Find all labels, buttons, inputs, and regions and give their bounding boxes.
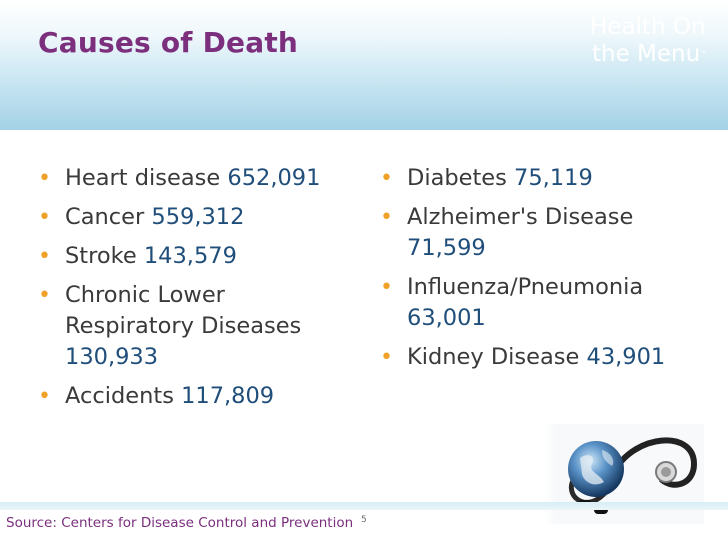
bullet-icon: • [380,205,393,230]
causes-list-right [380,163,710,373]
bullet-icon: • [38,205,51,230]
cause-count: 117,809 [181,383,275,409]
brand-logo [590,14,718,74]
cause-count: 75,119 [514,165,593,191]
causes-list-left [38,163,358,412]
bullet-icon: • [38,244,51,269]
list-item [38,280,358,373]
page-number: 5 [361,515,367,525]
cause-count: 71,599 [407,235,486,261]
page-title: Causes of Death [38,26,299,59]
list-item [38,241,358,272]
list-item [38,163,358,194]
cause-label: Kidney Disease [407,344,580,370]
bullet-icon: • [380,345,393,370]
cause-label: Influenza/Pneumonia [407,274,644,300]
cause-count: 559,312 [151,204,245,230]
left-column [38,163,358,420]
source-citation: Source: Centers for Disease Control and Prevention [6,515,354,531]
cause-label: Chronic Lower Respiratory Diseases [65,282,302,339]
cause-count: 43,901 [586,344,666,370]
list-item [38,202,358,233]
cause-label: Diabetes [407,165,507,191]
bullet-icon: • [38,283,51,308]
list-item [380,272,710,334]
cause-label: Accidents [65,383,174,409]
logo-line-2-text: the Menu [592,41,701,67]
cause-count: 143,579 [143,243,237,269]
bullet-icon: • [38,166,51,191]
list-item [380,342,710,373]
cause-label: Stroke [65,243,137,269]
list-item [38,381,358,412]
cause-label: Cancer [65,204,145,230]
bullet-icon: • [380,166,393,191]
bullet-icon: • [380,275,393,300]
list-item [380,163,710,194]
cause-label: Alzheimer's Disease [407,204,634,230]
list-item [380,202,710,264]
logo-line-2 [590,41,718,68]
cause-label: Heart disease [65,165,221,191]
trademark-mark: ™ [700,50,708,58]
cause-count: 130,933 [65,344,159,370]
right-column [380,163,710,381]
cause-count: 652,091 [227,165,321,191]
bullet-icon: • [38,384,51,409]
footer-band [0,502,728,510]
cause-count: 63,001 [407,305,486,331]
logo-line-1: Health On [590,14,706,40]
